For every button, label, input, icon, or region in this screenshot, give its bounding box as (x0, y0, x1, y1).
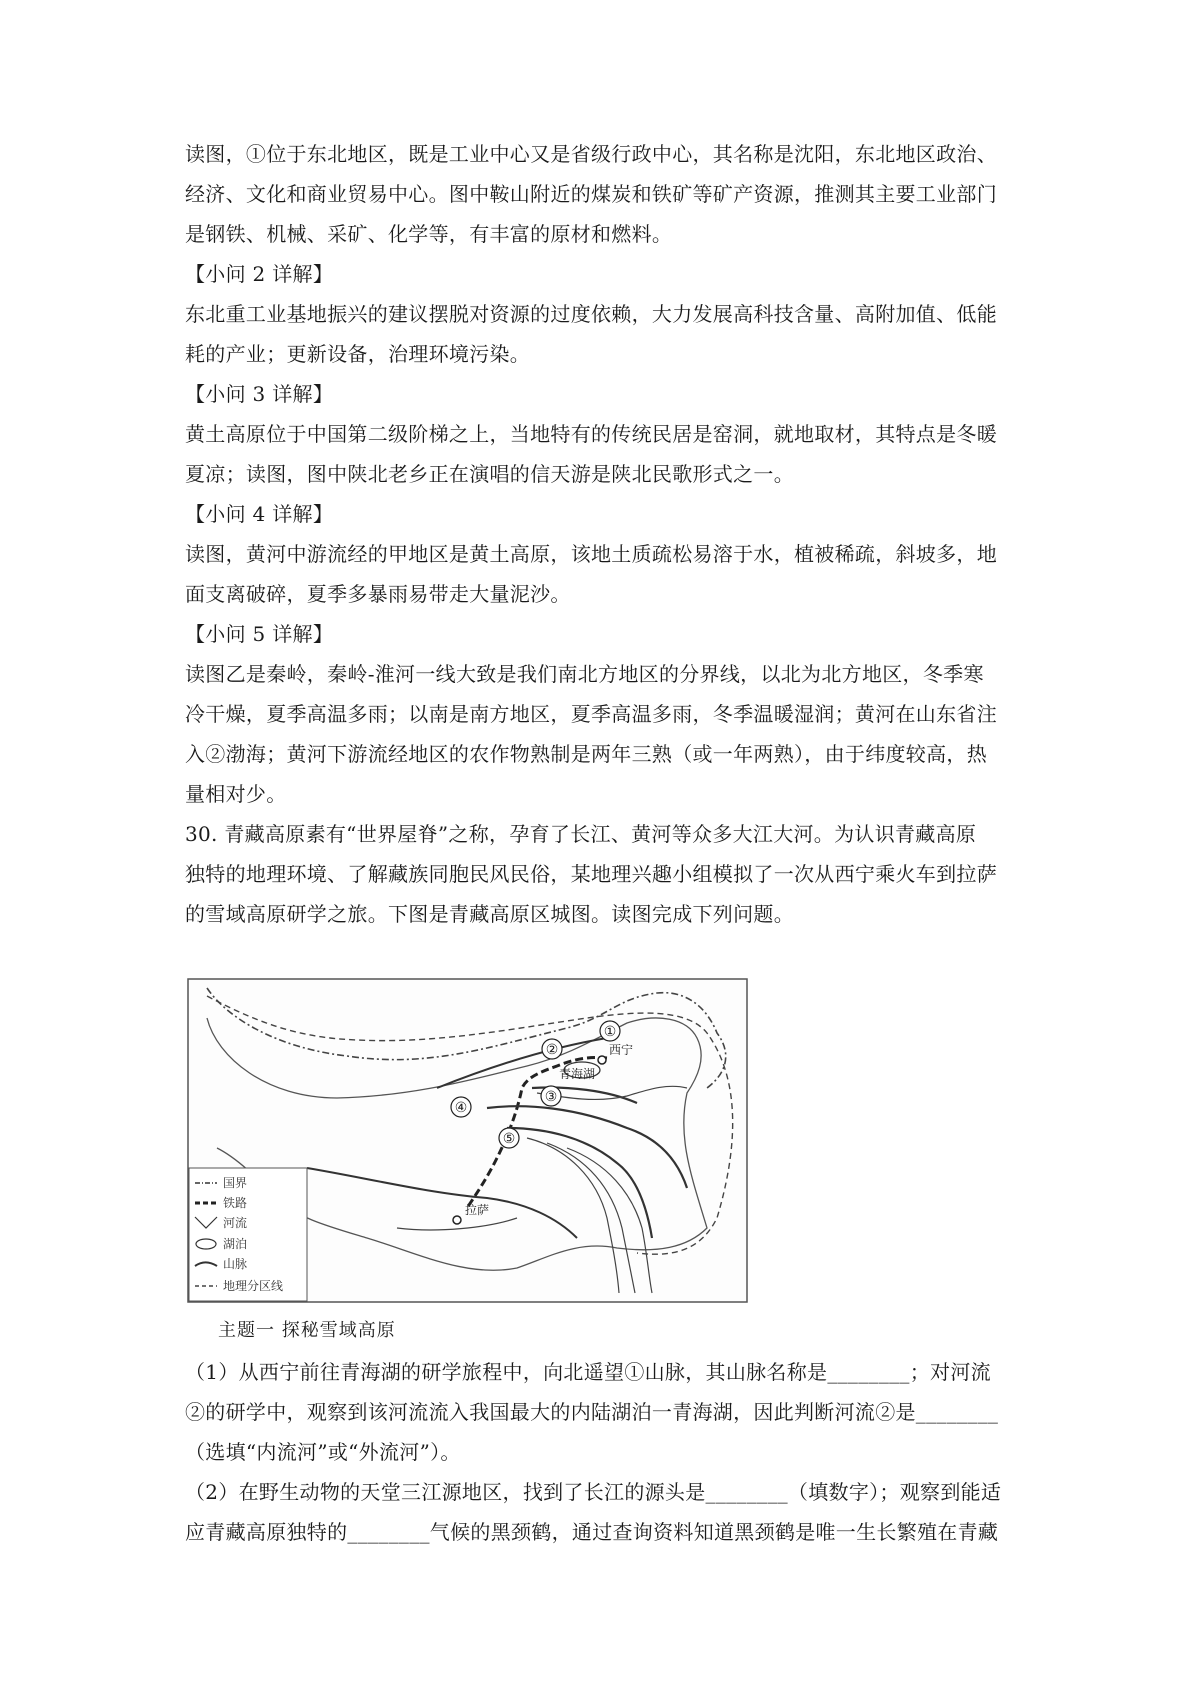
text-line: 耗的产业；更新设备，治理环境污染。 (185, 342, 531, 366)
label-xining: 西宁 (609, 1043, 634, 1057)
marker-1: ① (603, 1024, 617, 1040)
marker-4: ④ (454, 1100, 468, 1116)
legend-lake: 湖泊 (223, 1237, 248, 1251)
question-line: 应青藏高原独特的________气候的黑颈鹤，通过查询资料知道黑颈鹤是唯一生长繁殖在青藏 (185, 1520, 999, 1544)
legend-division-line: 地理分区线 (223, 1279, 284, 1293)
question-30-text: 30. 青藏高原素有“世界屋脊”之称，孕育了长江、黄河等众多大江大河。为认识青藏高原 (185, 822, 977, 846)
legend-railway: 铁路 (223, 1196, 248, 1210)
text-line: 读图，黄河中游流经的甲地区是黄土高原，该地土质疏松易溶于水，植被稀疏，斜坡多，地 (185, 542, 997, 566)
text-line: 读图乙是秦岭，秦岭-淮河一线大致是我们南北方地区的分界线，以北为北方地区，冬季寒 (185, 662, 984, 686)
text-line: 入②渤海；黄河下游流经地区的农作物熟制是两年三熟（或一年两熟），由于纬度较高，热 (185, 742, 987, 766)
question-30-text: 独特的地理环境、了解藏族同胞民风民俗，某地理兴趣小组模拟了一次从西宁乘火车到拉萨 (185, 862, 997, 886)
section-heading: 【小问 5 详解】 (185, 622, 334, 646)
text-line: 读图，①位于东北地区，既是工业中心又是省级行政中心，其名称是沈阳，东北地区政治、 (185, 142, 997, 166)
question-line: ②的研学中，观察到该河流流入我国最大的内陆湖泊一青海湖，因此判断河流②是________ (185, 1400, 999, 1424)
question-line: （2）在野生动物的天堂三江源地区，找到了长江的源头是________（填数字）；观察到能适 (185, 1480, 1002, 1504)
lhasa-point (453, 1216, 461, 1224)
label-lhasa: 拉萨 (465, 1203, 490, 1217)
text-line: 东北重工业基地振兴的建议摆脱对资源的过度依赖，大力发展高科技含量、高附加值、低能 (185, 302, 997, 326)
marker-2: ② (545, 1042, 559, 1058)
text-line: 黄土高原位于中国第二级阶梯之上，当地特有的传统民居是窑洞，就地取材，其特点是冬暖 (185, 422, 997, 446)
text-line: 冷干燥，夏季高温多雨；以南是南方地区，夏季高温多雨，冬季温暖湿润；黄河在山东省注 (185, 702, 997, 726)
text-line: 夏凉；读图，图中陕北老乡正在演唱的信天游是陕北民歌形式之一。 (185, 462, 794, 486)
label-qinghai-lake: 青海湖 (559, 1067, 596, 1081)
section-heading: 【小问 2 详解】 (185, 262, 334, 286)
question-line: （选填“内流河”或“外流河”）。 (185, 1440, 461, 1464)
legend-mountain: 山脉 (223, 1257, 248, 1271)
legend-national-border: 国界 (223, 1176, 248, 1190)
qinghai-tibet-map (187, 978, 748, 1303)
section-heading: 【小问 4 详解】 (185, 502, 334, 526)
text-line: 是钢铁、机械、采矿、化学等，有丰富的原材和燃料。 (185, 222, 673, 246)
text-line: 经济、文化和商业贸易中心。图中鞍山附近的煤炭和铁矿等矿产资源，推测其主要工业部门 (185, 182, 997, 206)
question-line: （1）从西宁前往青海湖的研学旅程中，向北遥望①山脉，其山脉名称是________；对河流 (185, 1360, 991, 1384)
marker-3: ③ (544, 1089, 558, 1105)
text-line: 量相对少。 (185, 782, 287, 806)
question-30-text: 的雪域高原研学之旅。下图是青藏高原区城图。读图完成下列问题。 (185, 902, 794, 926)
section-heading: 【小问 3 详解】 (185, 382, 334, 406)
text-line: 面支离破碎，夏季多暴雨易带走大量泥沙。 (185, 582, 571, 606)
legend-river: 河流 (223, 1216, 248, 1230)
theme-title: 主题一 探秘雪域高原 (218, 1320, 396, 1341)
marker-5: ⑤ (502, 1131, 516, 1147)
xining-point (598, 1056, 606, 1064)
